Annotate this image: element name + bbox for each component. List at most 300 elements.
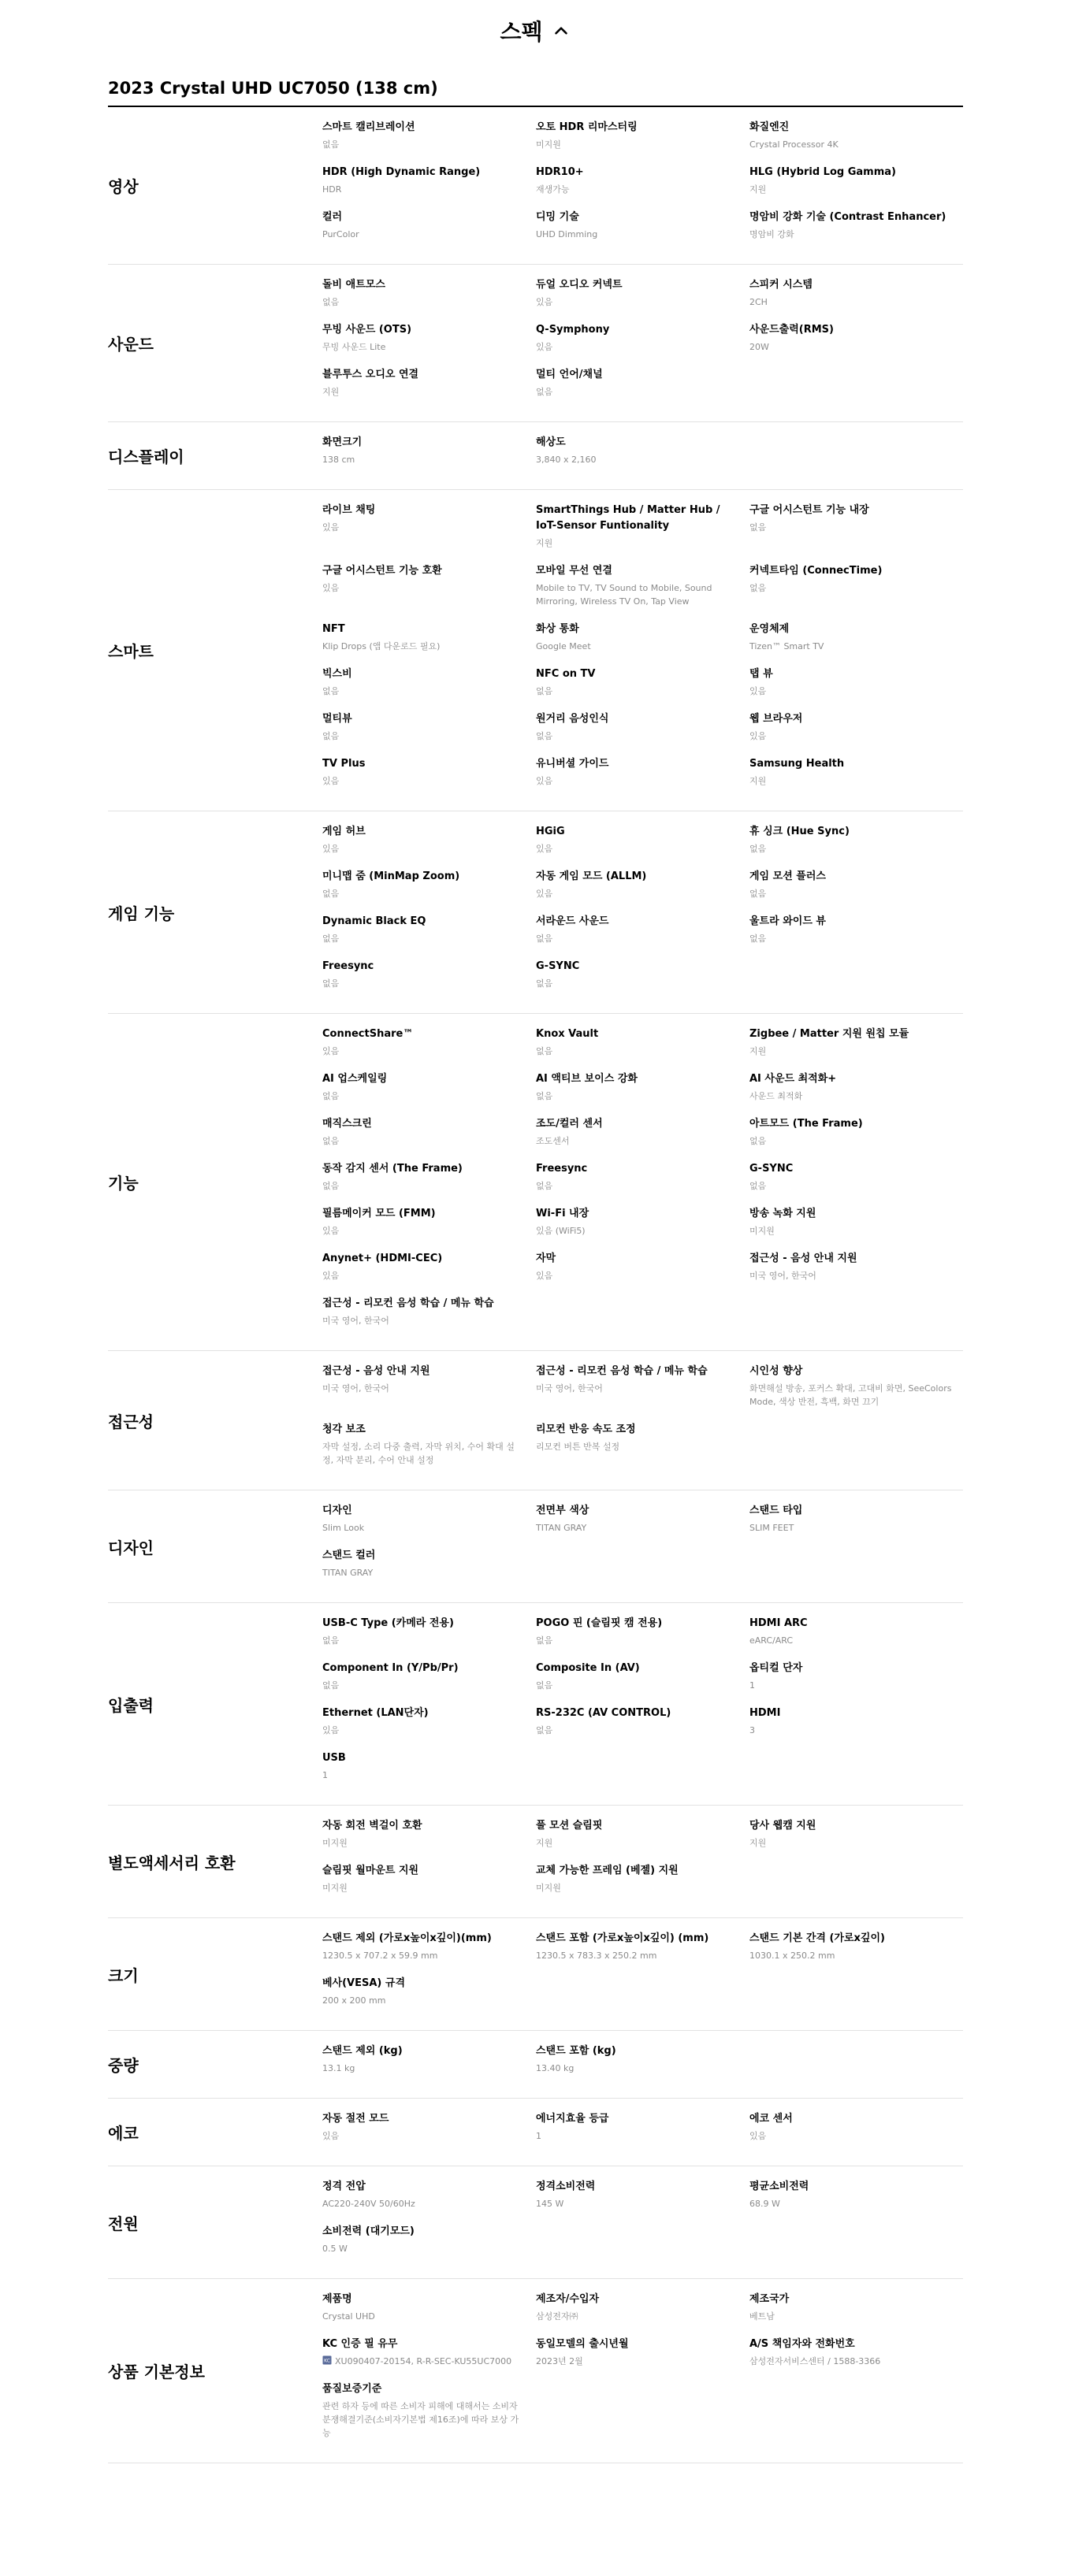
spec-label: 제조자/수입자	[536, 2293, 600, 2305]
spec-value: AC220-240V 50/60Hz	[322, 2199, 415, 2209]
spec-section	[108, 1918, 963, 2031]
spec-item	[749, 163, 963, 208]
spec-label: AI 액티브 보이스 강화	[536, 1073, 638, 1085]
spec-value: 미지원	[749, 1226, 775, 1236]
section-title: 입출력	[108, 1695, 154, 1715]
svg-text:KC: KC	[324, 2358, 330, 2364]
spec-item	[536, 366, 749, 410]
spec-value: 있음	[322, 1271, 340, 1281]
spec-item	[322, 1249, 536, 1294]
spec-item	[536, 2290, 749, 2335]
spec-value: 삼성전자㈜	[536, 2311, 578, 2322]
section-title: 전원	[108, 2214, 139, 2233]
spec-value: 지원	[536, 538, 553, 548]
spec-value: 없음	[536, 686, 553, 696]
spec-item	[322, 2380, 536, 2452]
spec-label: NFC on TV	[536, 668, 596, 680]
spec-item	[536, 562, 749, 620]
spec-value: 미지원	[536, 139, 561, 150]
spec-label: 시인성 향상	[749, 1365, 803, 1377]
spec-item	[749, 1249, 963, 1294]
spec-item	[536, 620, 749, 665]
spec-label: USB-C Type (카메라 전용)	[322, 1617, 454, 1629]
spec-label: 당사 웹캠 지원	[749, 1820, 816, 1832]
spec-label: 화면크기	[322, 436, 363, 448]
spec-label: AI 사운드 최적화+	[749, 1073, 837, 1085]
spec-label: SmartThings Hub / Matter Hub / IoT-Sensor Funtionality	[536, 504, 720, 532]
spec-label: G-SYNC	[749, 1163, 794, 1175]
spec-item	[749, 1025, 963, 1070]
spec-value: Crystal UHD	[322, 2311, 375, 2322]
spec-item	[749, 665, 963, 710]
spec-value: 미지원	[322, 1883, 348, 1893]
spec-label: 해상도	[536, 436, 566, 448]
spec-item	[322, 562, 536, 620]
spec-grid	[322, 433, 963, 478]
spec-value: 1	[749, 1680, 755, 1691]
spec-section	[108, 1806, 963, 1918]
spec-item	[749, 822, 963, 867]
spec-item	[749, 1070, 963, 1115]
spec-item	[322, 1070, 536, 1115]
model-block	[108, 79, 963, 107]
chevron-up-icon[interactable]	[551, 20, 571, 41]
spec-label: 제품명	[322, 2293, 352, 2305]
spec-label: 멀티뷰	[322, 713, 352, 725]
spec-value: 3	[749, 1725, 755, 1735]
spec-item	[536, 912, 749, 957]
spec-label: Freesync	[322, 960, 374, 972]
spec-value: 없음	[322, 297, 340, 307]
spec-item	[322, 1204, 536, 1249]
spec-value: TITAN GRAY	[536, 1523, 587, 1533]
spec-item	[536, 1204, 749, 1249]
spec-value: 지원	[749, 184, 767, 195]
spec-section	[108, 2099, 963, 2166]
spec-value: 0.5 W	[322, 2244, 348, 2254]
spec-label: POGO 핀 (슬림핏 캠 전용)	[536, 1617, 663, 1629]
spec-item	[322, 2042, 536, 2087]
spec-value: 있음	[322, 522, 340, 533]
spec-value: 없음	[322, 1680, 340, 1691]
spec-item	[749, 2110, 963, 2155]
spec-item	[322, 1294, 536, 1339]
spec-value: 없음	[536, 1635, 553, 1646]
spec-label: 디밍 기술	[536, 211, 579, 223]
spec-value: 미국 영어, 한국어	[749, 1271, 816, 1281]
spec-label: 화질엔진	[749, 121, 790, 133]
spec-label: HGiG	[536, 826, 565, 837]
spec-item	[536, 1025, 749, 1070]
spec-value: 없음	[749, 934, 767, 944]
section-title: 디자인	[108, 1538, 154, 1557]
spec-item	[749, 1704, 963, 1749]
spec-label: 제조국가	[749, 2293, 790, 2305]
spec-value: 미지원	[322, 1838, 348, 1848]
spec-value: 사운드 최적화	[749, 1091, 803, 1101]
spec-label: 스피커 시스템	[749, 279, 813, 291]
spec-value: 없음	[322, 1136, 340, 1146]
spec-value: 없음	[536, 1046, 553, 1056]
spec-item	[749, 1501, 963, 1546]
spec-value: 없음	[322, 978, 340, 989]
spec-value: Slim Look	[322, 1523, 365, 1533]
spec-item	[322, 118, 536, 163]
spec-label: 필름메이커 모드 (FMM)	[322, 1208, 436, 1219]
spec-item	[536, 1614, 749, 1659]
spec-value: 1	[322, 1770, 328, 1780]
section-title: 게임 기능	[108, 904, 175, 923]
spec-label: G-SYNC	[536, 960, 580, 972]
spec-item	[322, 867, 536, 912]
spec-label: 원거리 음성인식	[536, 713, 609, 725]
spec-label: 매직스크린	[322, 1118, 372, 1130]
spec-label: 방송 녹화 지원	[749, 1208, 816, 1219]
section-title: 디스플레이	[108, 447, 184, 466]
spec-item	[536, 1659, 749, 1704]
spec-value: 145 W	[536, 2199, 564, 2209]
section-title: 에코	[108, 2124, 139, 2143]
section-title: 기능	[108, 1174, 139, 1193]
spec-item	[322, 163, 536, 208]
spec-label: Ethernet (LAN단자)	[322, 1707, 429, 1719]
section-title: 접근성	[108, 1412, 154, 1431]
spec-label: 커넥트타임 (ConnecTime)	[749, 565, 883, 577]
spec-value: 있음	[536, 776, 553, 786]
spec-value: 미국 영어, 한국어	[322, 1383, 389, 1394]
spec-item	[322, 1704, 536, 1749]
spec-label: 전면부 색상	[536, 1505, 589, 1516]
spec-grid	[322, 1501, 963, 1591]
spec-item	[749, 562, 963, 620]
spec-item	[322, 1974, 536, 2019]
spec-grid	[322, 1817, 963, 1906]
spec-label: 에너지효율 등급	[536, 2113, 609, 2125]
kc-mark-icon	[322, 2355, 332, 2365]
spec-item	[536, 501, 749, 562]
spec-value: 없음	[322, 1635, 340, 1646]
spec-value: 있음	[536, 889, 553, 899]
spec-label: A/S 책임자와 전화번호	[749, 2338, 855, 2350]
spec-item	[536, 321, 749, 366]
spec-label: RS-232C (AV CONTROL)	[536, 1707, 671, 1719]
spec-label: 멀티 언어/채널	[536, 369, 603, 380]
spec-label: 정격 전압	[322, 2181, 366, 2192]
spec-label: 유니버셜 가이드	[536, 758, 609, 770]
spec-value: 있음	[322, 2131, 340, 2141]
spec-item	[749, 1659, 963, 1704]
spec-value: 없음	[536, 934, 553, 944]
spec-label: 교체 가능한 프레임 (베젤) 지원	[536, 1865, 679, 1876]
spec-label: 모바일 무선 연결	[536, 565, 612, 577]
spec-grid	[322, 276, 963, 410]
spec-grid	[322, 1362, 963, 1479]
spec-value: 지원	[749, 776, 767, 786]
spec-item	[322, 501, 536, 562]
spec-item	[322, 1025, 536, 1070]
spec-item	[749, 1929, 963, 1974]
spec-label: 정격소비전력	[536, 2181, 596, 2192]
spec-label: 스탠드 포함 (가로x높이x깊이) (mm)	[536, 1932, 709, 1944]
spec-item	[536, 1817, 749, 1861]
spec-item	[536, 1929, 749, 1974]
spec-label: 빅스비	[322, 668, 352, 680]
spec-item	[536, 208, 749, 253]
spec-item	[536, 163, 749, 208]
model-title: 2023 Crystal UHD UC7050 (138 cm)	[108, 79, 963, 107]
spec-item	[322, 2335, 536, 2380]
spec-item	[749, 710, 963, 755]
spec-value: 명암비 강화	[749, 229, 794, 239]
spec-value: 13.40 kg	[536, 2063, 575, 2073]
spec-section	[108, 1014, 963, 1351]
spec-value: 리모컨 버튼 반복 설정	[536, 1442, 620, 1452]
spec-grid	[322, 2290, 963, 2452]
spec-value: 있음	[322, 1226, 340, 1236]
spec-label: 리모컨 반응 속도 조정	[536, 1423, 636, 1435]
spec-value: 있음	[536, 342, 553, 352]
spec-item	[322, 1614, 536, 1659]
spec-value: 없음	[322, 934, 340, 944]
section-title: 상품 기본정보	[108, 2363, 205, 2381]
spec-value: 있음	[749, 2131, 767, 2141]
spec-label: 조도/컬러 센서	[536, 1118, 603, 1130]
spec-label: HDR (High Dynamic Range)	[322, 166, 481, 178]
spec-label: HDR10+	[536, 166, 584, 178]
spec-item	[322, 665, 536, 710]
spec-item	[536, 1249, 749, 1294]
spec-value: 3,840 x 2,160	[536, 455, 597, 465]
spec-grid	[322, 2177, 963, 2267]
spec-grid	[322, 2110, 963, 2155]
spec-label: Samsung Health	[749, 758, 845, 770]
spec-label: TV Plus	[322, 758, 366, 770]
spec-label: 게임 모션 플러스	[749, 870, 826, 882]
spec-label: 동일모델의 출시년월	[536, 2338, 629, 2350]
spec-value: 없음	[536, 1680, 553, 1691]
spec-section	[108, 811, 963, 1014]
spec-value: HDR	[322, 184, 342, 195]
spec-grid	[322, 1614, 963, 1794]
spec-value: 없음	[322, 686, 340, 696]
spec-label: 자막	[536, 1253, 556, 1264]
section-title: 스마트	[108, 642, 154, 661]
spec-value: 없음	[749, 889, 767, 899]
section-title: 영상	[108, 177, 139, 196]
spec-item	[536, 118, 749, 163]
spec-value: 있음	[749, 686, 767, 696]
spec-item	[536, 2335, 749, 2380]
spec-item	[536, 276, 749, 321]
spec-value: SLIM FEET	[749, 1523, 794, 1533]
spec-item	[322, 1817, 536, 1861]
spec-item	[322, 1160, 536, 1204]
spec-item	[536, 957, 749, 1002]
spec-value: PurColor	[322, 229, 359, 239]
spec-label: 휴 싱크 (Hue Sync)	[749, 826, 850, 837]
spec-item	[536, 1501, 749, 1546]
spec-value: 없음	[536, 1181, 553, 1191]
spec-label: 서라운드 사운드	[536, 915, 609, 927]
spec-value-text: XU090407-20154, R-R-SEC-KU55UC7000	[335, 2356, 512, 2366]
spec-item	[536, 1704, 749, 1749]
spec-label: Freesync	[536, 1163, 588, 1175]
spec-value: 1	[536, 2131, 541, 2141]
spec-value: 20W	[749, 342, 769, 352]
spec-value: UHD Dimming	[536, 229, 598, 239]
spec-label: Component In (Y/Pb/Pr)	[322, 1662, 459, 1674]
spec-label: 슬림핏 월마운트 지원	[322, 1865, 419, 1876]
spec-value: 1230.5 x 707.2 x 59.9 mm	[322, 1951, 438, 1961]
spec-label: 탭 뷰	[749, 668, 773, 680]
spec-section	[108, 2279, 963, 2463]
spec-label: 접근성 - 리모컨 음성 학습 / 메뉴 학습	[322, 1297, 494, 1309]
spec-label: 아트모드 (The Frame)	[749, 1118, 863, 1130]
spec-label: 무빙 사운드 (OTS)	[322, 324, 412, 336]
spec-value: 있음	[536, 297, 553, 307]
spec-label: 웹 브라우저	[749, 713, 803, 725]
spec-label: 접근성 - 음성 안내 지원	[749, 1253, 857, 1264]
spec-value: Google Meet	[536, 641, 591, 651]
spec-item	[536, 1420, 749, 1479]
spec-value: 무빙 사운드 Lite	[322, 342, 386, 352]
spec-label: 스탠드 포함 (kg)	[536, 2045, 616, 2057]
spec-value: 없음	[536, 978, 553, 989]
spec-item	[536, 1070, 749, 1115]
spec-item	[749, 620, 963, 665]
spec-item	[322, 1546, 536, 1591]
spec-value: 미국 영어, 한국어	[536, 1383, 603, 1394]
section-title: 별도액세서리 호환	[108, 1853, 236, 1873]
spec-label: 평균소비전력	[749, 2181, 809, 2192]
spec-item	[322, 1501, 536, 1546]
spec-label: 돌비 애트모스	[322, 279, 385, 291]
section-title: 크기	[108, 1965, 139, 1985]
spec-label: Dynamic Black EQ	[322, 915, 426, 927]
spec-label: 구글 어시스턴트 기능 호환	[322, 565, 442, 577]
spec-label: 에코 센서	[749, 2113, 793, 2125]
spec-value: 없음	[536, 1091, 553, 1101]
spec-value: 관련 하자 등에 따른 소비자 피해에 대해서는 소비자분쟁해결기준(소비자기본법 제16조)에 따라 보상 가능	[322, 2401, 519, 2438]
spec-value: 2CH	[749, 297, 768, 307]
spec-label: HDMI	[749, 1707, 781, 1719]
spec-header[interactable]	[0, 0, 1071, 55]
spec-item	[536, 2110, 749, 2155]
spec-value: 1230.5 x 783.3 x 250.2 mm	[536, 1951, 657, 1961]
spec-label: 접근성 - 리모컨 음성 학습 / 메뉴 학습	[536, 1365, 708, 1377]
spec-grid	[322, 822, 963, 1002]
spec-item	[536, 2177, 749, 2222]
spec-value: 200 x 200 mm	[322, 1995, 386, 2006]
spec-value: 있음	[322, 1046, 340, 1056]
spec-value: 자막 설정, 소리 다중 출력, 자막 위치, 수어 확대 설정, 자막 분리, 수어 안내 설정	[322, 1442, 515, 1465]
spec-value: 없음	[749, 1181, 767, 1191]
spec-section	[108, 490, 963, 811]
spec-label: 자동 회전 벽걸이 호환	[322, 1820, 422, 1832]
spec-label: 품질보증기준	[322, 2383, 382, 2395]
section-title: 사운드	[108, 335, 154, 354]
spec-item	[322, 2290, 536, 2335]
spec-label: 블루투스 오디오 연결	[322, 369, 419, 380]
spec-value: 없음	[322, 1181, 340, 1191]
spec-item	[322, 710, 536, 755]
spec-value: 없음	[749, 522, 767, 533]
spec-value	[322, 2355, 525, 2368]
spec-section	[108, 107, 963, 265]
spec-item	[536, 1115, 749, 1160]
spec-item	[322, 321, 536, 366]
spec-item	[322, 1929, 536, 1974]
spec-item	[749, 1204, 963, 1249]
spec-label: Zigbee / Matter 지원 원칩 모듈	[749, 1028, 909, 1040]
spec-item	[536, 433, 749, 478]
spec-label: 사운드출력(RMS)	[749, 324, 834, 336]
spec-item	[322, 208, 536, 253]
spec-item	[322, 276, 536, 321]
spec-value: 있음	[322, 844, 340, 854]
spec-label: 오토 HDR 리마스터링	[536, 121, 638, 133]
spec-section	[108, 422, 963, 490]
spec-label: 듀얼 오디오 커넥트	[536, 279, 623, 291]
spec-item	[322, 366, 536, 410]
spec-label: 청각 보조	[322, 1423, 366, 1435]
spec-value: TITAN GRAY	[322, 1568, 374, 1578]
section-title: 중량	[108, 2056, 139, 2075]
spec-label: 자동 게임 모드 (ALLM)	[536, 870, 647, 882]
spec-item	[536, 1861, 749, 1906]
spec-grid	[322, 118, 963, 253]
spec-value: 재생가능	[536, 184, 570, 195]
spec-item	[322, 1362, 536, 1420]
spec-item	[322, 1420, 536, 1479]
spec-value: 지원	[749, 1838, 767, 1848]
spec-label: 스탠드 제외 (가로x높이x깊이)(mm)	[322, 1932, 492, 1944]
spec-value: 없음	[322, 139, 340, 150]
spec-value: 없음	[749, 1136, 767, 1146]
spec-value: 지원	[536, 1838, 553, 1848]
spec-value: 13.1 kg	[322, 2063, 355, 2073]
spec-item	[749, 321, 963, 366]
spec-section	[108, 2166, 963, 2279]
spec-label: 스탠드 기본 간격 (가로x깊이)	[749, 1932, 885, 1944]
spec-item	[749, 2290, 963, 2335]
spec-value: 있음	[749, 731, 767, 741]
spec-value: Crystal Processor 4K	[749, 139, 839, 150]
spec-label: HDMI ARC	[749, 1617, 808, 1629]
spec-item	[749, 118, 963, 163]
spec-item	[749, 276, 963, 321]
spec-value: 있음 (WiFi5)	[536, 1226, 586, 1236]
spec-label: 구글 어시스턴트 기능 내장	[749, 504, 869, 516]
spec-grid	[322, 501, 963, 800]
spec-label: Wi-Fi 내장	[536, 1208, 589, 1219]
spec-item	[536, 2042, 749, 2087]
spec-value: 조도센서	[536, 1136, 570, 1146]
spec-label: 소비전력 (대기모드)	[322, 2225, 415, 2237]
spec-label: Anynet+ (HDMI-CEC)	[322, 1253, 443, 1264]
spec-value: eARC/ARC	[749, 1635, 794, 1646]
spec-value: 없음	[322, 731, 340, 741]
spec-item	[536, 867, 749, 912]
spec-item	[749, 2177, 963, 2222]
spec-item	[749, 1817, 963, 1861]
spec-item	[322, 957, 536, 1002]
spec-label: 스탠드 타입	[749, 1505, 803, 1516]
spec-label: 옵티컬 단자	[749, 1662, 803, 1674]
spec-label: 게임 허브	[322, 826, 366, 837]
spec-value: 미지원	[536, 1883, 561, 1893]
spec-label: 컬러	[322, 211, 343, 223]
